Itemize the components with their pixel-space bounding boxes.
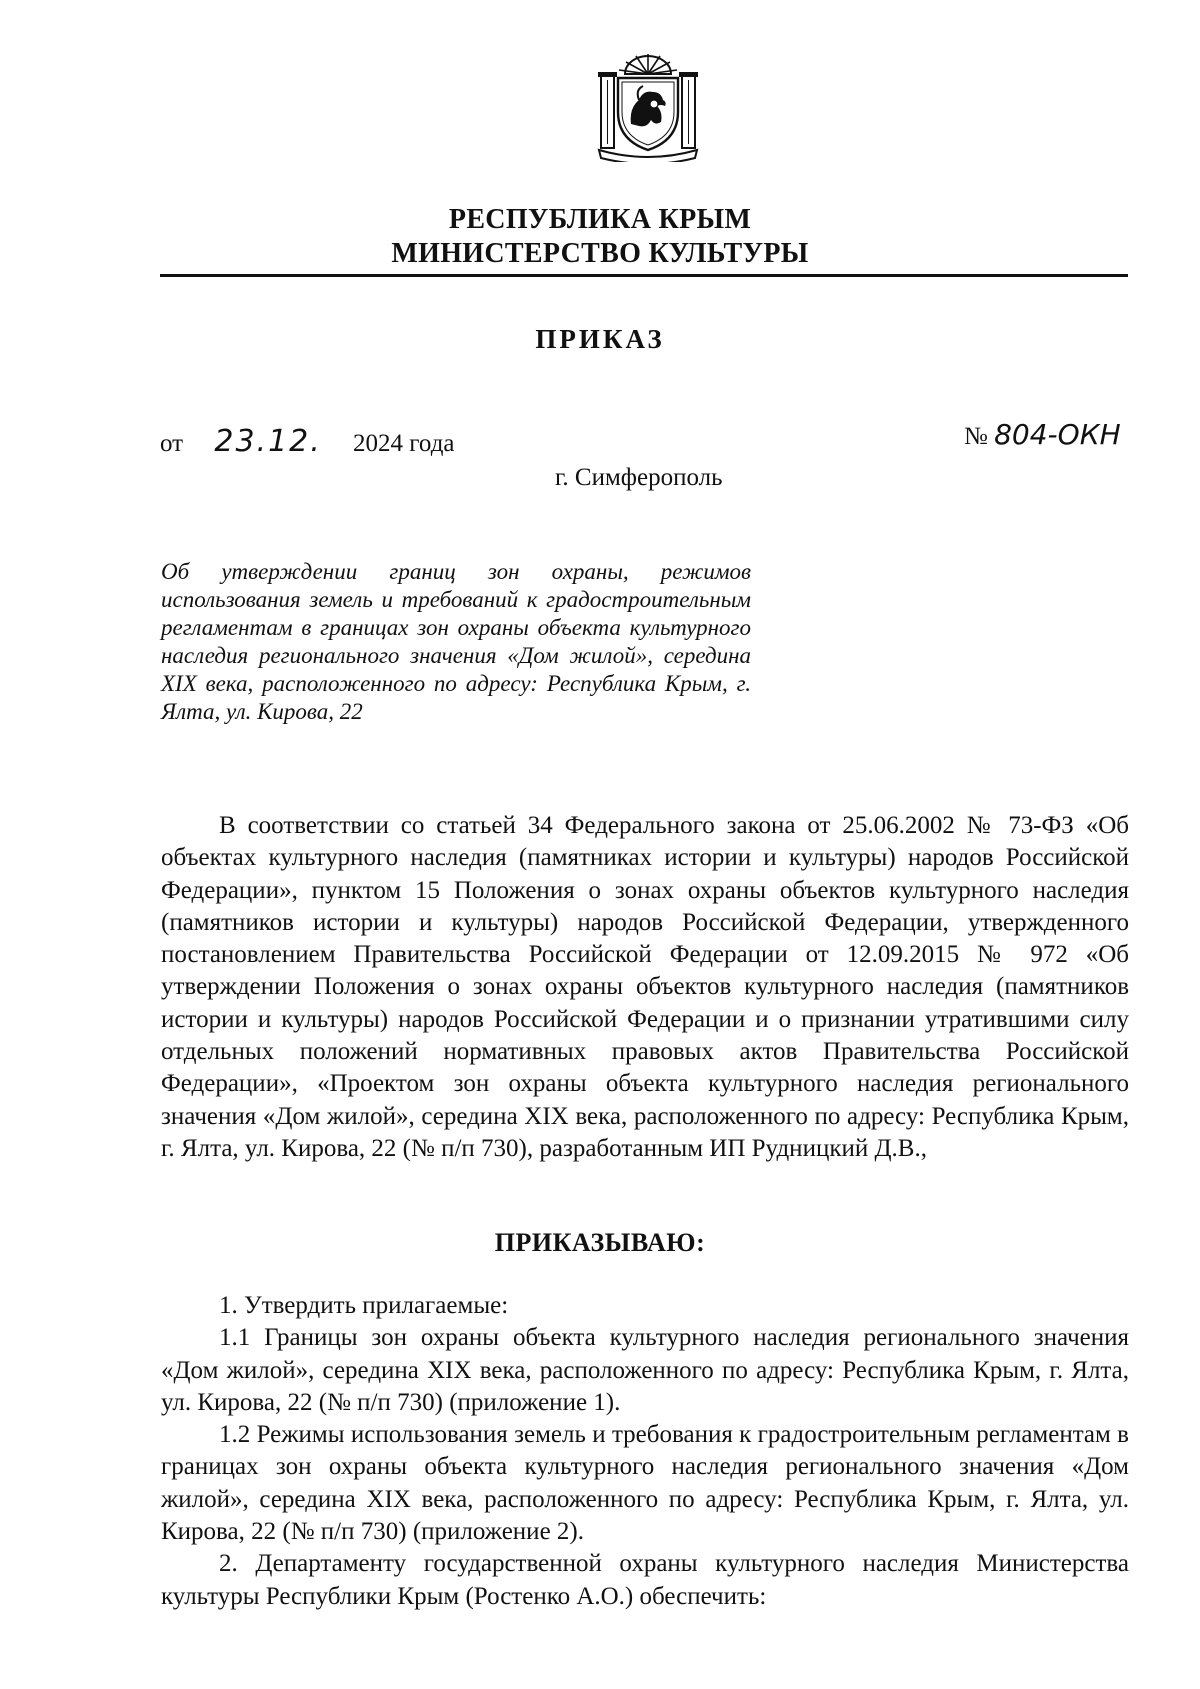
order-items bbox=[161, 1290, 1129, 1613]
item-1: 1. Утвердить прилагаемые: bbox=[219, 1292, 509, 1319]
decree-heading: ПРИКАЗЫВАЮ: bbox=[494, 1228, 706, 1257]
number-prefix: № bbox=[964, 423, 988, 450]
order-date bbox=[160, 424, 455, 459]
order-title: ПРИКАЗ bbox=[535, 324, 665, 354]
handwritten-date: 23.12. bbox=[214, 424, 322, 459]
preamble-paragraph: В соответствии со статьей 34 Федерального закона от 25.06.2002 № 73-ФЗ «Об объектах культурного наследия (памятниках истории и культуры) народов Российской Федерации», пунктом 15 Положения о зонах охраны объектов культурного наследия (памятников истории и культуры) народов Российской Федерации, утвержденного постановлением Правительства Российской Федерации от 12.09.2015 № 972 «Об утверждении Положения о зонах охраны объектов культурного наследия (памятников истории и культуры) народов Российской Федерации и о признании утратившими силу отдельных положений нормативных правовых актов Правительства Российской Федерации», «Проектом зон охраны объекта культурного наследия регионального значения «Дом жилой», середина XIX века, расположенного по адресу: Республика Крым, г. Ялта, ул. Кирова, 22 (№ п/п 730), разработанным ИП Рудницкий Д.В., bbox=[161, 812, 1129, 1162]
republic-title: РЕСПУБЛИКА КРЫМ bbox=[448, 204, 752, 235]
crimea-coat-of-arms-icon bbox=[595, 52, 701, 162]
header-divider bbox=[160, 274, 1128, 277]
handwritten-number: 804-ОКН bbox=[994, 418, 1121, 451]
order-subject: Об утверждении границ зон охраны, режимов использования земель и требований к градостроительным регламентам в границах зон охраны объекта культурного наследия регионального значения «Дом жилой», середина XIX века, расположенного по адресу: Республика Крым, г. Ялта, ул. Кирова, 22 bbox=[161, 559, 751, 724]
item-1-1: 1.1 Границы зон охраны объекта культурного наследия регионального значения «Дом жилой», середина XIX века, расположенного по адресу: Республика Крым, г. Ялта, ул. Кирова, 22 (№ п/п 730) (приложение 1). bbox=[161, 1324, 1129, 1416]
order-number bbox=[964, 418, 1121, 451]
ministry-title: МИНИСТЕРСТВО КУЛЬТУРЫ bbox=[391, 238, 809, 269]
order-city: г. Симферополь bbox=[555, 464, 723, 491]
item-2: 2. Департаменту государственной охраны культурного наследия Министерства культуры Республики Крым (Ростенко А.О.) обеспечить: bbox=[161, 1550, 1129, 1610]
item-1-2: 1.2 Режимы использования земель и требования к градостроительным регламентам в границах зон охраны объекта культурного наследия регионального значения «Дом жилой», середина XIX века, расположенного по адресу: Республика Крым, г. Ялта, ул. Кирова, 22 (№ п/п 730) (приложение 2). bbox=[161, 1421, 1129, 1546]
preamble bbox=[161, 810, 1129, 1165]
date-prefix: от bbox=[160, 430, 184, 457]
date-year: 2024 года bbox=[353, 430, 455, 457]
